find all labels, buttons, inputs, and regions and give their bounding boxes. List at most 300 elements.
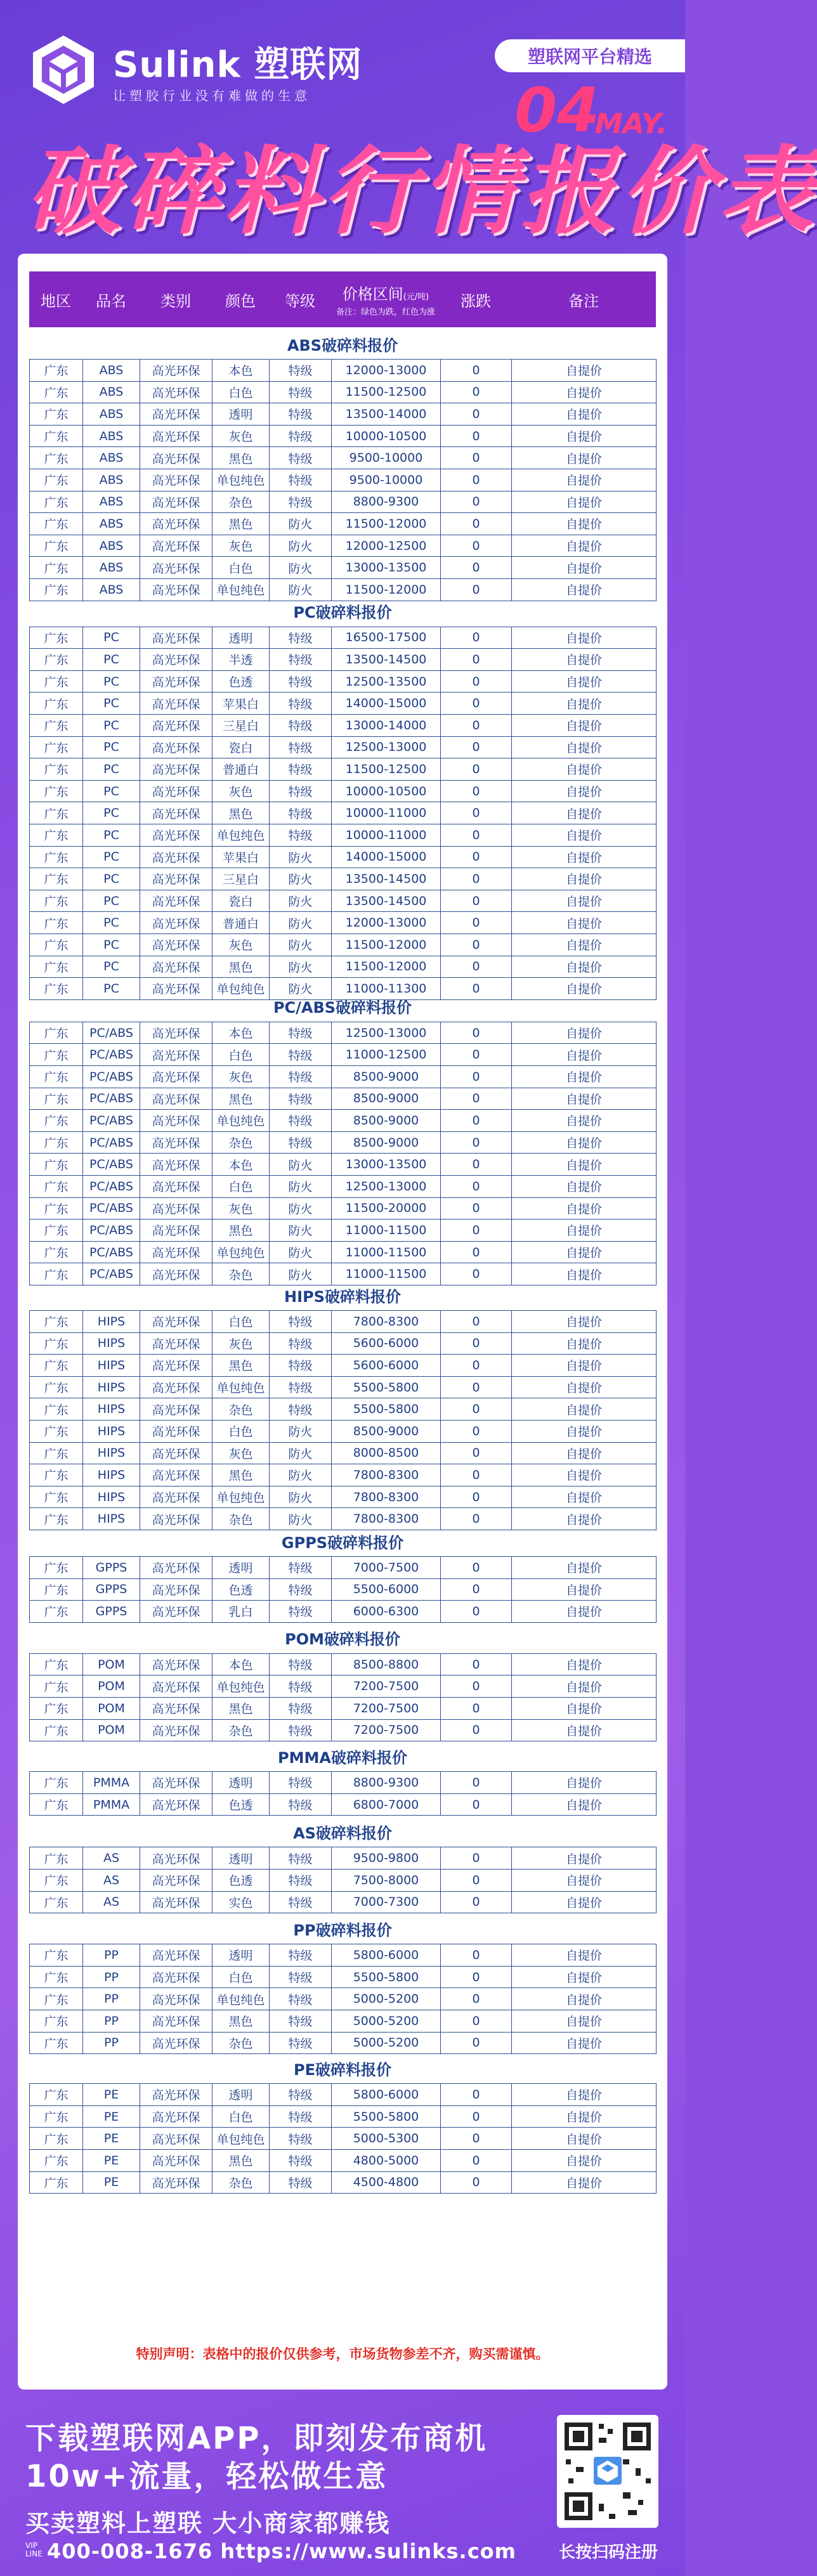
table-row <box>30 1557 657 1579</box>
brand-name: Sulink 塑联网 <box>113 44 363 86</box>
cell-category: 高光环保 <box>140 557 212 579</box>
cell-category: 高光环保 <box>140 1241 212 1263</box>
cell-color: 实色 <box>212 1891 270 1913</box>
table-row <box>30 1966 657 1988</box>
cell-product: PMMA <box>83 1772 140 1794</box>
cell-color: 透明 <box>212 1847 270 1870</box>
cell-change: 0 <box>441 758 512 781</box>
cell-remark: 自提价 <box>512 447 657 469</box>
cell-product: ABS <box>83 381 140 403</box>
table-row <box>30 1420 657 1442</box>
cell-region: 广东 <box>30 2171 83 2194</box>
cell-remark: 自提价 <box>512 912 657 934</box>
cell-grade: 防火 <box>270 1175 332 1197</box>
cell-remark: 自提价 <box>512 956 657 978</box>
cell-remark: 自提价 <box>512 1376 657 1398</box>
cell-price-range: 13000-14000 <box>332 714 441 736</box>
table-row <box>30 1197 657 1220</box>
cell-product: PE <box>83 2128 140 2150</box>
cell-product: PC <box>83 649 140 671</box>
cell-color: 单包纯色 <box>212 1376 270 1398</box>
cell-change: 0 <box>441 1110 512 1132</box>
table-row <box>30 535 657 557</box>
cell-category: 高光环保 <box>140 1398 212 1421</box>
cell-change: 0 <box>441 1508 512 1530</box>
cell-price-range: 12500-13500 <box>332 670 441 693</box>
table-row <box>30 649 657 671</box>
cell-change: 0 <box>441 535 512 557</box>
cell-change: 0 <box>441 2128 512 2150</box>
table-row <box>30 491 657 513</box>
price-section <box>29 991 656 1285</box>
cell-product: HIPS <box>83 1398 140 1421</box>
cell-region: 广东 <box>30 469 83 491</box>
cell-color: 杂色 <box>212 1263 270 1285</box>
cell-change: 0 <box>441 1022 512 1044</box>
cell-change: 0 <box>441 1675 512 1698</box>
cell-product: POM <box>83 1653 140 1675</box>
price-section <box>29 329 656 601</box>
cell-color: 黑色 <box>212 1697 270 1719</box>
cell-remark: 自提价 <box>512 1508 657 1530</box>
cell-grade: 特级 <box>270 1022 332 1044</box>
cell-grade: 特级 <box>270 1376 332 1398</box>
cell-price-range: 5600-6000 <box>332 1332 441 1355</box>
cell-category: 高光环保 <box>140 1891 212 1913</box>
cell-category: 高光环保 <box>140 1197 212 1220</box>
section-title: GPPS破碎料报价 <box>281 1533 404 1552</box>
cell-region: 广东 <box>30 535 83 557</box>
cell-product: ABS <box>83 425 140 447</box>
cell-category: 高光环保 <box>140 1869 212 1891</box>
cell-product: HIPS <box>83 1442 140 1464</box>
cell-color: 透明 <box>212 627 270 649</box>
cell-change: 0 <box>441 1154 512 1176</box>
cell-region: 广东 <box>30 1578 83 1601</box>
cell-remark: 自提价 <box>512 627 657 649</box>
cell-price-range: 14000-15000 <box>332 846 441 868</box>
cell-price-range: 9500-10000 <box>332 469 441 491</box>
cell-category: 高光环保 <box>140 1508 212 1530</box>
table-row <box>30 693 657 715</box>
cell-remark: 自提价 <box>512 578 657 601</box>
cell-color: 白色 <box>212 2105 270 2128</box>
cell-price-range: 5500-6000 <box>332 1578 441 1601</box>
cell-color: 单包纯色 <box>212 578 270 601</box>
cell-region: 广东 <box>30 557 83 579</box>
cell-region: 广东 <box>30 1869 83 1891</box>
cell-change: 0 <box>441 1332 512 1355</box>
cell-color: 单包纯色 <box>212 1110 270 1132</box>
cell-product: PC <box>83 933 140 956</box>
cell-remark: 自提价 <box>512 1044 657 1066</box>
cell-remark: 自提价 <box>512 780 657 802</box>
table-row <box>30 1601 657 1623</box>
cell-change: 0 <box>441 627 512 649</box>
cell-category: 高光环保 <box>140 1154 212 1176</box>
cell-region: 广东 <box>30 912 83 934</box>
cell-remark: 自提价 <box>512 1891 657 1913</box>
cell-region: 广东 <box>30 1175 83 1197</box>
cell-category: 高光环保 <box>140 890 212 912</box>
cell-product: PP <box>83 1944 140 1967</box>
cell-grade: 特级 <box>270 2128 332 2150</box>
cell-color: 普通白 <box>212 912 270 934</box>
cell-grade: 特级 <box>270 1697 332 1719</box>
cell-grade: 特级 <box>270 1988 332 2010</box>
cell-change: 0 <box>441 1175 512 1197</box>
cell-price-range: 8800-9300 <box>332 1772 441 1794</box>
cell-product: HIPS <box>83 1464 140 1486</box>
cell-category: 高光环保 <box>140 535 212 557</box>
cell-price-range: 7200-7500 <box>332 1697 441 1719</box>
cell-color: 单包纯色 <box>212 1988 270 2010</box>
cell-color: 黑色 <box>212 2010 270 2032</box>
table-row <box>30 2149 657 2171</box>
cell-remark: 自提价 <box>512 868 657 890</box>
cell-change: 0 <box>441 670 512 693</box>
cell-product: PE <box>83 2105 140 2128</box>
cell-region: 广东 <box>30 1263 83 1285</box>
cell-grade: 防火 <box>270 1197 332 1220</box>
cell-grade: 特级 <box>270 1398 332 1421</box>
cell-color: 乳白 <box>212 1601 270 1623</box>
cell-remark: 自提价 <box>512 360 657 382</box>
cell-region: 广东 <box>30 1044 83 1066</box>
cell-product: PMMA <box>83 1793 140 1816</box>
cell-remark: 自提价 <box>512 2149 657 2171</box>
table-row <box>30 758 657 781</box>
cell-grade: 防火 <box>270 978 332 1000</box>
cell-remark: 自提价 <box>512 2010 657 2032</box>
table-header <box>29 271 656 327</box>
cell-price-range: 5500-5800 <box>332 1398 441 1421</box>
cell-category: 高光环保 <box>140 425 212 447</box>
price-section <box>29 1526 656 1623</box>
cell-grade: 特级 <box>270 425 332 447</box>
date-month: MAY. <box>594 108 667 140</box>
cell-region: 广东 <box>30 2010 83 2032</box>
table-row <box>30 670 657 693</box>
price-section <box>29 1816 656 1913</box>
cell-color: 黑色 <box>212 802 270 824</box>
cell-color: 杂色 <box>212 1131 270 1154</box>
cell-product: PC/ABS <box>83 1022 140 1044</box>
cell-grade: 防火 <box>270 890 332 912</box>
cell-category: 高光环保 <box>140 780 212 802</box>
cell-category: 高光环保 <box>140 1355 212 1377</box>
table-row <box>30 1847 657 1870</box>
cell-product: PC/ABS <box>83 1263 140 1285</box>
section-title: PC破碎料报价 <box>293 604 392 622</box>
cell-remark: 自提价 <box>512 1065 657 1088</box>
cell-category: 高光环保 <box>140 912 212 934</box>
table-row <box>30 1241 657 1263</box>
contact-info[interactable]: 400-008-1676 https://www.sulinks.com <box>47 2539 516 2563</box>
cell-category: 高光环保 <box>140 1442 212 1464</box>
cell-change: 0 <box>441 780 512 802</box>
table-row <box>30 890 657 912</box>
cell-remark: 自提价 <box>512 1578 657 1601</box>
cell-category: 高光环保 <box>140 649 212 671</box>
cell-category: 高光环保 <box>140 469 212 491</box>
cell-price-range: 13500-14000 <box>332 403 441 426</box>
cell-grade: 特级 <box>270 1311 332 1333</box>
cell-price-range: 8000-8500 <box>332 1442 441 1464</box>
cell-category: 高光环保 <box>140 1988 212 2010</box>
cell-grade: 特级 <box>270 2010 332 2032</box>
cell-change: 0 <box>441 403 512 426</box>
cell-change: 0 <box>441 978 512 1000</box>
cell-change: 0 <box>441 2084 512 2106</box>
cell-change: 0 <box>441 714 512 736</box>
cell-grade: 防火 <box>270 1154 332 1176</box>
cell-category: 高光环保 <box>140 868 212 890</box>
cell-product: PE <box>83 2084 140 2106</box>
cell-color: 黑色 <box>212 1088 270 1110</box>
cell-category: 高光环保 <box>140 1847 212 1870</box>
cell-category: 高光环保 <box>140 1464 212 1486</box>
cell-remark: 自提价 <box>512 1675 657 1698</box>
cell-color: 杂色 <box>212 491 270 513</box>
cell-change: 0 <box>441 1220 512 1242</box>
cell-product: POM <box>83 1675 140 1698</box>
cell-category: 高光环保 <box>140 1420 212 1442</box>
table-row <box>30 381 657 403</box>
cell-grade: 特级 <box>270 1869 332 1891</box>
cell-product: PC <box>83 868 140 890</box>
cell-grade: 防火 <box>270 846 332 868</box>
cell-grade: 特级 <box>270 469 332 491</box>
table-row <box>30 780 657 802</box>
cell-grade: 特级 <box>270 649 332 671</box>
cell-region: 广东 <box>30 1332 83 1355</box>
cell-remark: 自提价 <box>512 1697 657 1719</box>
cell-remark: 自提价 <box>512 1847 657 1870</box>
cell-color: 灰色 <box>212 1197 270 1220</box>
cell-price-range: 8500-8800 <box>332 1653 441 1675</box>
cell-product: PP <box>83 1988 140 2010</box>
cell-color: 灰色 <box>212 425 270 447</box>
cell-price-range: 7000-7300 <box>332 1891 441 1913</box>
brand-slogan: 让塑胶行业没有难做的生意 <box>113 88 311 103</box>
cell-change: 0 <box>441 1891 512 1913</box>
table-row <box>30 2032 657 2054</box>
cell-remark: 自提价 <box>512 469 657 491</box>
cell-category: 高光环保 <box>140 1044 212 1066</box>
cell-color: 单包纯色 <box>212 1241 270 1263</box>
cell-product: ABS <box>83 535 140 557</box>
cell-region: 广东 <box>30 2084 83 2106</box>
table-row <box>30 1355 657 1377</box>
cell-price-range: 7000-7500 <box>332 1557 441 1579</box>
cell-product: ABS <box>83 469 140 491</box>
cell-change: 0 <box>441 1044 512 1066</box>
table-row <box>30 846 657 868</box>
cell-region: 广东 <box>30 403 83 426</box>
table-row <box>30 1311 657 1333</box>
cell-category: 高光环保 <box>140 978 212 1000</box>
cell-category: 高光环保 <box>140 1697 212 1719</box>
cell-region: 广东 <box>30 1988 83 2010</box>
cell-change: 0 <box>441 1601 512 1623</box>
cell-product: GPPS <box>83 1601 140 1623</box>
cell-product: PC <box>83 736 140 758</box>
header-change: 涨跌 <box>461 292 491 310</box>
cell-product: HIPS <box>83 1376 140 1398</box>
cell-remark: 自提价 <box>512 403 657 426</box>
table-row <box>30 513 657 535</box>
cell-color: 黑色 <box>212 1355 270 1377</box>
price-section <box>29 1913 656 2054</box>
table-row <box>30 1891 657 1913</box>
cell-change: 0 <box>441 1398 512 1421</box>
cell-region: 广东 <box>30 1420 83 1442</box>
cell-change: 0 <box>441 1263 512 1285</box>
cell-region: 广东 <box>30 1891 83 1913</box>
cell-product: PC <box>83 978 140 1000</box>
cell-color: 本色 <box>212 1022 270 1044</box>
cell-region: 广东 <box>30 1442 83 1464</box>
cell-remark: 自提价 <box>512 557 657 579</box>
cell-change: 0 <box>441 1557 512 1579</box>
cell-price-range: 7800-8300 <box>332 1486 441 1508</box>
cell-region: 广东 <box>30 1464 83 1486</box>
cell-grade: 特级 <box>270 1578 332 1601</box>
cell-category: 高光环保 <box>140 1793 212 1816</box>
cell-product: HIPS <box>83 1508 140 1530</box>
qr-code-icon[interactable] <box>557 2415 658 2528</box>
cell-category: 高光环保 <box>140 693 212 715</box>
cell-remark: 自提价 <box>512 1332 657 1355</box>
table-row <box>30 557 657 579</box>
cell-color: 苹果白 <box>212 846 270 868</box>
table-row <box>30 403 657 426</box>
header-grade: 等级 <box>285 292 315 310</box>
table-row <box>30 1697 657 1719</box>
cell-product: AS <box>83 1847 140 1870</box>
cell-category: 高光环保 <box>140 714 212 736</box>
cell-category: 高光环保 <box>140 1601 212 1623</box>
cell-grade: 特级 <box>270 491 332 513</box>
cell-remark: 自提价 <box>512 2084 657 2106</box>
cell-region: 广东 <box>30 978 83 1000</box>
cell-region: 广东 <box>30 890 83 912</box>
cell-product: PC/ABS <box>83 1154 140 1176</box>
cell-remark: 自提价 <box>512 425 657 447</box>
section-title: PC/ABS破碎料报价 <box>273 999 412 1017</box>
cell-region: 广东 <box>30 649 83 671</box>
cell-grade: 特级 <box>270 1355 332 1377</box>
cell-grade: 特级 <box>270 758 332 781</box>
cell-grade: 特级 <box>270 1719 332 1741</box>
cell-region: 广东 <box>30 447 83 469</box>
cell-region: 广东 <box>30 627 83 649</box>
cell-price-range: 5000-5200 <box>332 1988 441 2010</box>
cell-category: 高光环保 <box>140 2032 212 2054</box>
cell-grade: 特级 <box>270 714 332 736</box>
cell-region: 广东 <box>30 956 83 978</box>
table-row <box>30 1578 657 1601</box>
cell-region: 广东 <box>30 1065 83 1088</box>
cell-price-range: 10000-10500 <box>332 780 441 802</box>
cell-remark: 自提价 <box>512 1988 657 2010</box>
cell-region: 广东 <box>30 1154 83 1176</box>
cell-price-range: 5500-5800 <box>332 1966 441 1988</box>
table-row <box>30 1376 657 1398</box>
cell-color: 黑色 <box>212 956 270 978</box>
table-row <box>30 1110 657 1132</box>
cell-region: 广东 <box>30 1110 83 1132</box>
cell-product: PP <box>83 2032 140 2054</box>
cell-category: 高光环保 <box>140 736 212 758</box>
cell-category: 高光环保 <box>140 1311 212 1333</box>
price-section <box>29 596 656 1000</box>
cell-remark: 自提价 <box>512 381 657 403</box>
cell-product: ABS <box>83 578 140 601</box>
cell-change: 0 <box>441 1376 512 1398</box>
cell-change: 0 <box>441 1944 512 1967</box>
cell-color: 单包纯色 <box>212 824 270 846</box>
cell-region: 广东 <box>30 1398 83 1421</box>
cell-grade: 特级 <box>270 1944 332 1967</box>
cell-price-range: 12500-13000 <box>332 1175 441 1197</box>
cell-price-range: 6800-7000 <box>332 1793 441 1816</box>
cell-region: 广东 <box>30 1197 83 1220</box>
section-title: PE破碎料报价 <box>294 2060 391 2079</box>
table-row <box>30 425 657 447</box>
cell-category: 高光环保 <box>140 1175 212 1197</box>
cell-color: 灰色 <box>212 780 270 802</box>
cell-region: 广东 <box>30 2105 83 2128</box>
cell-price-range: 11500-12500 <box>332 381 441 403</box>
header-color: 颜色 <box>225 292 256 310</box>
cell-change: 0 <box>441 933 512 956</box>
cell-price-range: 8500-9000 <box>332 1131 441 1154</box>
cell-region: 广东 <box>30 780 83 802</box>
table-row <box>30 1442 657 1464</box>
platform-tag: 塑联网平台精选 <box>495 39 685 72</box>
cell-product: HIPS <box>83 1311 140 1333</box>
cell-remark: 自提价 <box>512 1442 657 1464</box>
cell-change: 0 <box>441 381 512 403</box>
cell-price-range: 8500-9000 <box>332 1065 441 1088</box>
cell-color: 单包纯色 <box>212 978 270 1000</box>
cell-region: 广东 <box>30 1772 83 1794</box>
cell-change: 0 <box>441 1719 512 1741</box>
cell-price-range: 16500-17500 <box>332 627 441 649</box>
cell-category: 高光环保 <box>140 1332 212 1355</box>
price-table <box>29 1847 657 1913</box>
cell-color: 色透 <box>212 670 270 693</box>
date-day: 04 <box>514 75 599 146</box>
price-note: 备注：绿色为跌，红色为涨 <box>336 308 435 317</box>
cell-price-range: 4800-5000 <box>332 2149 441 2171</box>
cell-region: 广东 <box>30 758 83 781</box>
cell-remark: 自提价 <box>512 693 657 715</box>
header-product: 品名 <box>96 292 126 310</box>
cell-grade: 特级 <box>270 1044 332 1066</box>
cell-grade: 防火 <box>270 578 332 601</box>
cell-change: 0 <box>441 1578 512 1601</box>
cell-color: 色透 <box>212 1578 270 1601</box>
cell-product: ABS <box>83 513 140 535</box>
cell-change: 0 <box>441 736 512 758</box>
cell-product: PC/ABS <box>83 1197 140 1220</box>
cell-price-range: 8500-9000 <box>332 1420 441 1442</box>
cell-price-range: 8500-9000 <box>332 1110 441 1132</box>
price-section <box>29 1280 656 1530</box>
